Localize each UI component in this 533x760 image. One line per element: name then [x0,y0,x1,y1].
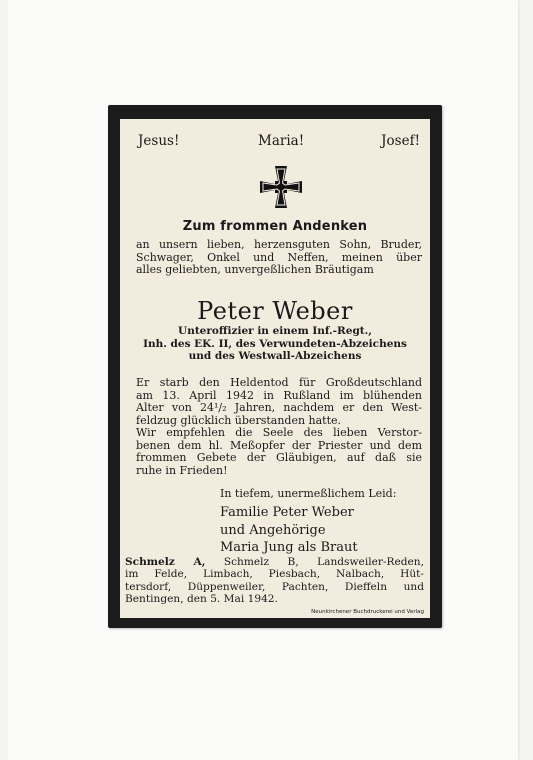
rank-line: Inh. des EK. II, des Verwundeten-Abzeichens [143,337,407,350]
intro-line: alles geliebten, unvergeßlichen Bräutigam [136,263,374,277]
intro-line: Schwager, Onkel und Neffen, meinen über [136,250,422,264]
printer-imprint: Neunkirchener Buchdruckerei und Verlag [311,609,424,615]
rank-block [120,325,430,363]
family-line: Familie Peter Weber [220,505,354,520]
grief-line: In tiefem, unermeßlichem Leid: [220,487,397,500]
invocation-row [138,133,420,153]
death-line: Er starb den Heldentod für Großdeutschland [136,376,422,389]
places-paragraph [120,556,430,606]
intro-line: an unsern lieben, herzensguten Sohn, Bruder, [136,238,422,251]
places-bold: Schmelz A, [125,556,206,568]
prayer-line: Wir empfehlen die Seele des lieben Verstor- [136,426,422,439]
card-heading: Zum frommen Andenken [182,219,368,234]
intro-paragraph [120,239,430,277]
rank-line: und des Westwall-Abzeichens [188,350,362,362]
rank-line: Unteroffizier in einem Inf.-Regt., [178,325,372,337]
deceased-name: Peter Weber [197,297,353,325]
invocation-jesus: Jesus! [138,133,180,149]
death-line: am 13. April 1942 in Rußland im blühenden [136,388,422,402]
prayer-line: frommen Gebete der Gläubigen, auf daß sie [136,451,422,465]
places-line [125,556,424,568]
family-line: Maria Jung als Braut [220,540,358,555]
prayer-line: ruhe in Frieden! [136,464,228,478]
prayer-line: benen dem hl. Meßopfer der Priester und dem [136,438,422,452]
memorial-card-inner [120,119,430,618]
places-line: im Felde, Limbach, Piesbach, Nalbach, Hüt- [125,568,424,581]
death-line: Alter von 24¹/₂ Jahren, nachdem er den West- [136,401,422,415]
family-block [220,504,422,557]
places-rest: Schmelz B, Landsweiler-Reden, [205,556,425,568]
death-paragraph [120,377,430,428]
death-line: feldzug glücklich überstanden hatte. [136,414,342,428]
places-line: tersdorf, Düppenweiler, Pachten, Dieffeln und [125,580,424,593]
memorial-card [108,105,442,628]
places-line: Bentingen, den 5. Mai 1942. [125,593,278,606]
invocation-maria: Maria! [258,133,305,149]
prayer-paragraph [120,427,430,478]
iron-cross-icon [258,164,304,210]
invocation-josef: Josef! [381,133,420,149]
family-line: und Angehörige [220,522,326,538]
